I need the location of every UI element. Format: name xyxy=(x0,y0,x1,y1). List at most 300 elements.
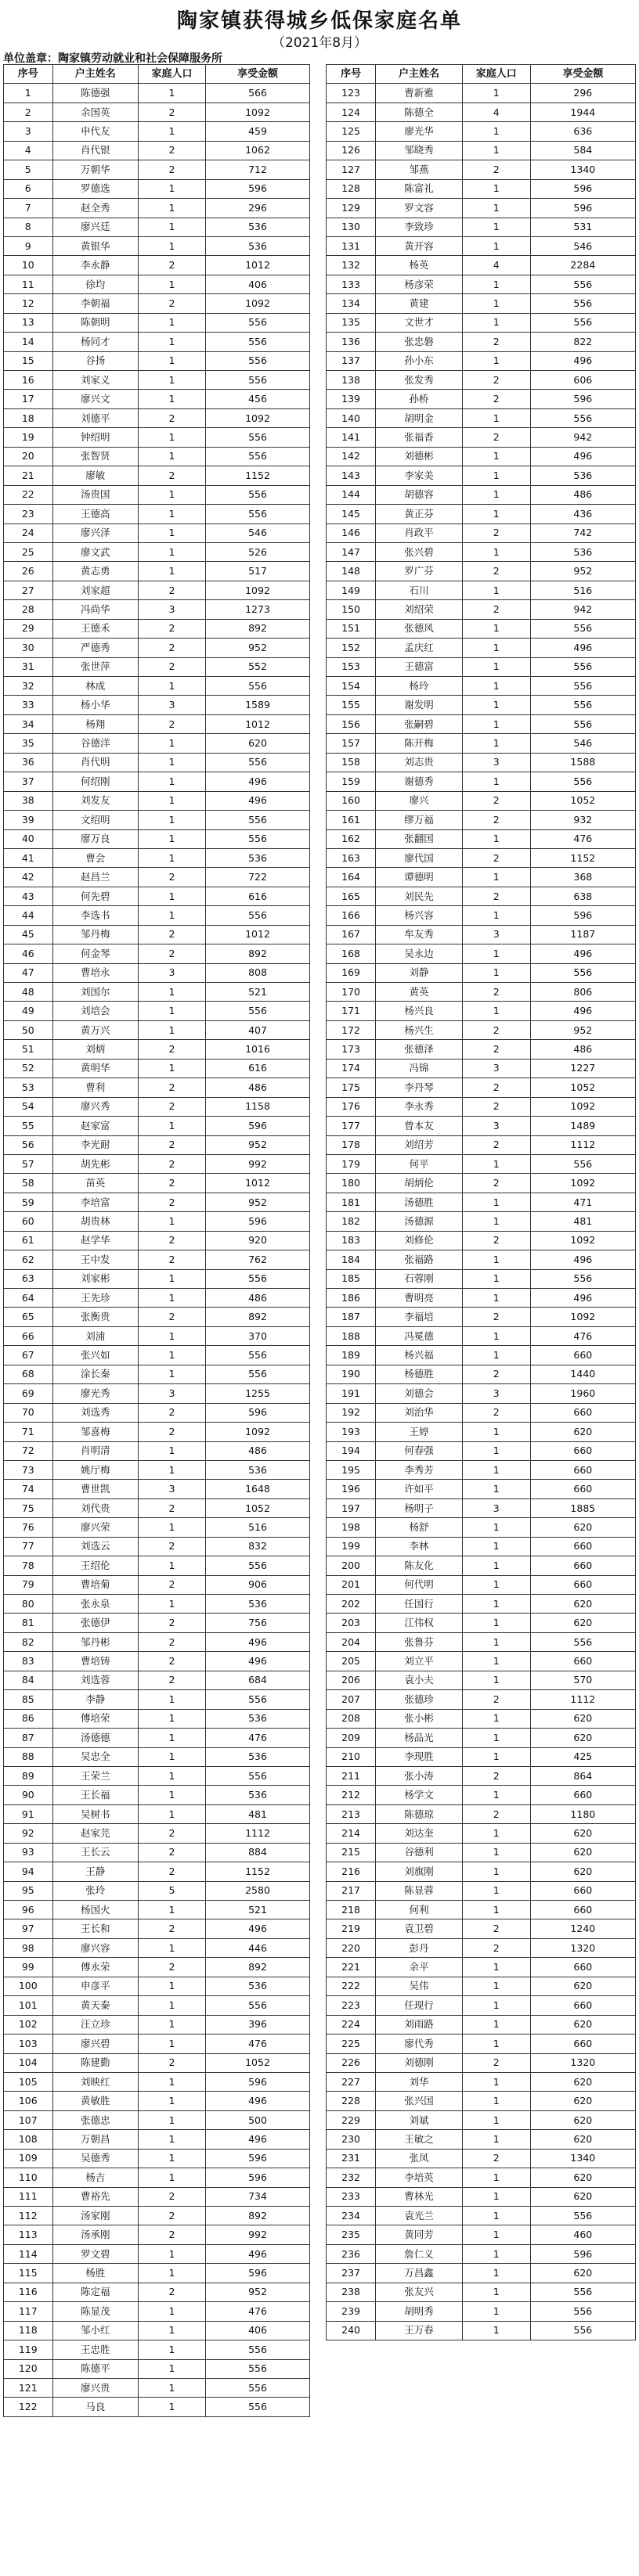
cell-serial: 114 xyxy=(4,2244,53,2263)
cell-family-size: 3 xyxy=(462,1117,530,1135)
cell-amount: 660 xyxy=(530,1901,635,1919)
cell-serial: 182 xyxy=(327,1212,376,1231)
table-row xyxy=(327,963,636,982)
table-row xyxy=(4,696,310,714)
cell-amount: 1016 xyxy=(206,1040,310,1059)
table-row xyxy=(4,351,310,370)
cell-amount: 496 xyxy=(530,1289,635,1308)
cell-family-size: 1 xyxy=(462,2072,530,2091)
table-row xyxy=(327,1231,636,1250)
table-row xyxy=(327,447,636,466)
cell-amount: 2284 xyxy=(530,256,635,275)
cell-serial: 46 xyxy=(4,944,53,963)
table-row xyxy=(327,505,636,523)
table-row xyxy=(327,2015,636,2034)
cell-amount: 1062 xyxy=(206,141,310,160)
cell-householder: 王婷 xyxy=(376,1423,463,1441)
cell-amount: 481 xyxy=(530,1212,635,1231)
cell-householder: 刘雨路 xyxy=(376,2015,463,2034)
cell-family-size: 2 xyxy=(462,1766,530,1785)
cell-householder: 黄天秦 xyxy=(52,1996,138,2015)
cell-householder: 石蓉刚 xyxy=(376,1269,463,1288)
cell-serial: 173 xyxy=(327,1040,376,1059)
cell-serial: 69 xyxy=(4,1384,53,1403)
cell-serial: 62 xyxy=(4,1250,53,1269)
cell-householder: 冯锦 xyxy=(376,1059,463,1078)
cell-amount: 486 xyxy=(206,1441,310,1460)
cell-amount: 1092 xyxy=(206,103,310,121)
cell-amount: 620 xyxy=(530,2264,635,2283)
cell-amount: 620 xyxy=(530,1709,635,1728)
table-row xyxy=(327,1843,636,1862)
cell-serial: 183 xyxy=(327,1231,376,1250)
cell-serial: 156 xyxy=(327,714,376,733)
cell-family-size: 2 xyxy=(139,714,206,733)
table-row xyxy=(327,2207,636,2225)
table-row xyxy=(4,772,310,791)
cell-amount: 808 xyxy=(206,963,310,982)
cell-householder: 邹小红 xyxy=(52,2321,138,2340)
cell-householder: 谷德洋 xyxy=(52,734,138,753)
cell-amount: 620 xyxy=(530,2072,635,2091)
cell-family-size: 1 xyxy=(462,1575,530,1594)
cell-amount: 486 xyxy=(206,1078,310,1097)
cell-amount: 864 xyxy=(530,1766,635,1785)
cell-householder: 张兴碧 xyxy=(376,542,463,561)
cell-householder: 张兴国 xyxy=(376,2092,463,2110)
cell-amount: 556 xyxy=(206,1346,310,1365)
cell-family-size: 2 xyxy=(462,1020,530,1039)
page-title: 陶家镇获得城乡低保家庭名单 xyxy=(176,9,462,33)
cell-family-size: 1 xyxy=(139,848,206,867)
cell-serial: 184 xyxy=(327,1250,376,1269)
cell-amount: 1320 xyxy=(530,2053,635,2072)
cell-serial: 217 xyxy=(327,1881,376,1900)
cell-householder: 廖兴贵 xyxy=(52,2378,138,2397)
table-row xyxy=(4,1824,310,1843)
cell-householder: 廖兴廷 xyxy=(52,218,138,236)
cell-amount: 596 xyxy=(530,199,635,218)
cell-householder: 王静 xyxy=(52,1862,138,1881)
cell-serial: 110 xyxy=(4,2168,53,2187)
cell-amount: 712 xyxy=(206,160,310,179)
cell-amount: 517 xyxy=(206,562,310,581)
cell-serial: 30 xyxy=(4,639,53,657)
header-family-size: 家庭人口 xyxy=(462,65,530,84)
cell-family-size: 1 xyxy=(139,1747,206,1766)
table-row xyxy=(4,103,310,121)
cell-amount: 481 xyxy=(206,1804,310,1823)
cell-family-size: 3 xyxy=(139,1480,206,1498)
cell-serial: 166 xyxy=(327,906,376,925)
cell-householder: 杨吉 xyxy=(52,2168,138,2187)
cell-amount: 1187 xyxy=(530,925,635,944)
cell-serial: 240 xyxy=(327,2321,376,2340)
cell-householder: 曹裕先 xyxy=(52,2187,138,2206)
cell-family-size: 1 xyxy=(139,84,206,103)
cell-serial: 197 xyxy=(327,1498,376,1517)
cell-amount: 620 xyxy=(530,2092,635,2110)
cell-amount: 556 xyxy=(530,294,635,313)
cell-amount: 476 xyxy=(206,1729,310,1747)
cell-serial: 52 xyxy=(4,1059,53,1078)
cell-householder: 李光耐 xyxy=(52,1135,138,1154)
cell-family-size: 1 xyxy=(139,1595,206,1614)
cell-householder: 杨兴容 xyxy=(376,906,463,925)
cell-householder: 刘德会 xyxy=(376,1384,463,1403)
table-row xyxy=(327,351,636,370)
cell-family-size: 2 xyxy=(462,983,530,1002)
table-row xyxy=(4,1384,310,1403)
cell-serial: 170 xyxy=(327,983,376,1002)
cell-amount: 500 xyxy=(206,2110,310,2129)
cell-householder: 陈开梅 xyxy=(376,734,463,753)
cell-family-size: 1 xyxy=(462,542,530,561)
cell-family-size: 1 xyxy=(139,734,206,753)
cell-serial: 93 xyxy=(4,1843,53,1862)
cell-serial: 54 xyxy=(4,1097,53,1116)
cell-family-size: 1 xyxy=(139,218,206,236)
cell-serial: 91 xyxy=(4,1804,53,1823)
cell-amount: 496 xyxy=(530,351,635,370)
cell-amount: 1092 xyxy=(530,1231,635,1250)
table-row xyxy=(4,236,310,255)
cell-family-size: 2 xyxy=(139,2187,206,2206)
table-row xyxy=(4,1154,310,1173)
cell-serial: 89 xyxy=(4,1766,53,1785)
cell-householder: 刘治华 xyxy=(376,1403,463,1422)
cell-householder: 陈建勤 xyxy=(52,2053,138,2072)
cell-amount: 536 xyxy=(206,1747,310,1766)
cell-householder: 黄银华 xyxy=(52,236,138,255)
cell-family-size: 1 xyxy=(139,2378,206,2397)
cell-householder: 余国英 xyxy=(52,103,138,121)
cell-family-size: 2 xyxy=(139,1078,206,1097)
cell-amount: 556 xyxy=(530,657,635,676)
cell-amount: 516 xyxy=(206,1518,310,1537)
cell-family-size: 2 xyxy=(462,1040,530,1059)
cell-amount: 368 xyxy=(530,868,635,887)
table-row xyxy=(4,2302,310,2321)
cell-householder: 邹丹梅 xyxy=(52,925,138,944)
cell-family-size: 2 xyxy=(139,868,206,887)
cell-family-size: 1 xyxy=(139,1059,206,1078)
cell-family-size: 1 xyxy=(462,1518,530,1537)
cell-amount: 1589 xyxy=(206,696,310,714)
cell-family-size: 1 xyxy=(462,1729,530,1747)
table-row xyxy=(4,677,310,696)
table-row xyxy=(4,542,310,561)
table-row xyxy=(327,1384,636,1403)
cell-householder: 王万春 xyxy=(376,2321,463,2340)
cell-amount: 660 xyxy=(530,1958,635,1977)
cell-serial: 171 xyxy=(327,1002,376,1020)
cell-householder: 张福香 xyxy=(376,428,463,447)
cell-amount: 370 xyxy=(206,1326,310,1345)
table-row xyxy=(4,2187,310,2206)
cell-amount: 620 xyxy=(530,1423,635,1441)
table-row xyxy=(4,1614,310,1632)
table-row xyxy=(4,2035,310,2053)
cell-amount: 536 xyxy=(206,218,310,236)
cell-amount: 556 xyxy=(206,753,310,772)
cell-serial: 133 xyxy=(327,275,376,293)
cell-householder: 张智贤 xyxy=(52,447,138,466)
table-row xyxy=(327,1824,636,1843)
cell-family-size: 1 xyxy=(462,141,530,160)
cell-family-size: 1 xyxy=(139,1690,206,1709)
header-serial: 序号 xyxy=(4,65,53,84)
cell-amount: 992 xyxy=(206,2225,310,2244)
cell-amount: 1092 xyxy=(530,1308,635,1326)
table-row xyxy=(4,1709,310,1728)
cell-family-size: 1 xyxy=(139,2072,206,2091)
cell-amount: 526 xyxy=(206,542,310,561)
cell-householder: 张鲁芬 xyxy=(376,1632,463,1651)
cell-amount: 556 xyxy=(206,1269,310,1288)
table-row xyxy=(4,1537,310,1556)
cell-family-size: 2 xyxy=(139,1958,206,1977)
cell-householder: 苗英 xyxy=(52,1174,138,1193)
cell-serial: 15 xyxy=(4,351,53,370)
table-row xyxy=(4,1193,310,1211)
cell-amount: 596 xyxy=(530,390,635,408)
table-row xyxy=(327,1289,636,1308)
cell-amount: 1152 xyxy=(530,848,635,867)
cell-householder: 杨同才 xyxy=(52,333,138,351)
cell-serial: 205 xyxy=(327,1652,376,1671)
cell-amount: 536 xyxy=(530,466,635,485)
cell-householder: 陈德强 xyxy=(52,84,138,103)
cell-amount: 556 xyxy=(206,505,310,523)
cell-householder: 罗德选 xyxy=(52,179,138,198)
left-roster-table xyxy=(3,64,310,2417)
cell-amount: 556 xyxy=(530,2207,635,2225)
cell-family-size: 2 xyxy=(462,1938,530,1957)
cell-amount: 486 xyxy=(530,1040,635,1059)
cell-serial: 188 xyxy=(327,1326,376,1345)
cell-amount: 556 xyxy=(530,772,635,791)
cell-serial: 142 xyxy=(327,447,376,466)
cell-serial: 147 xyxy=(327,542,376,561)
cell-family-size: 1 xyxy=(139,199,206,218)
cell-serial: 99 xyxy=(4,1958,53,1977)
cell-householder: 谷德利 xyxy=(376,1843,463,1862)
cell-family-size: 2 xyxy=(139,1231,206,1250)
cell-family-size: 2 xyxy=(462,1231,530,1250)
cell-householder: 张德珍 xyxy=(376,1690,463,1709)
cell-householder: 黄明华 xyxy=(52,1059,138,1078)
cell-family-size: 2 xyxy=(462,1690,530,1709)
cell-serial: 115 xyxy=(4,2264,53,2283)
cell-householder: 陈显蓉 xyxy=(376,1881,463,1900)
cell-householder: 赵全秀 xyxy=(52,199,138,218)
cell-serial: 10 xyxy=(4,256,53,275)
table-row xyxy=(4,734,310,753)
cell-amount: 952 xyxy=(206,1193,310,1211)
cell-serial: 97 xyxy=(4,1919,53,1938)
cell-amount: 556 xyxy=(206,1996,310,2015)
table-row xyxy=(4,600,310,619)
cell-serial: 109 xyxy=(4,2149,53,2168)
cell-serial: 18 xyxy=(4,408,53,427)
cell-householder: 刘代贵 xyxy=(52,1498,138,1517)
cell-householder: 赵学华 xyxy=(52,1231,138,1250)
table-header-row xyxy=(327,65,636,84)
cell-serial: 200 xyxy=(327,1556,376,1575)
table-row xyxy=(4,1097,310,1116)
cell-amount: 660 xyxy=(530,1786,635,1804)
cell-amount: 556 xyxy=(206,1365,310,1383)
cell-amount: 1092 xyxy=(530,1097,635,1116)
cell-family-size: 1 xyxy=(462,199,530,218)
cell-amount: 1240 xyxy=(530,1919,635,1938)
cell-amount: 556 xyxy=(206,1556,310,1575)
cell-serial: 38 xyxy=(4,791,53,810)
cell-amount: 596 xyxy=(206,179,310,198)
cell-amount: 1885 xyxy=(530,1498,635,1517)
cell-serial: 100 xyxy=(4,1977,53,1995)
cell-family-size: 2 xyxy=(139,657,206,676)
cell-householder: 曹培铸 xyxy=(52,1652,138,1671)
cell-serial: 221 xyxy=(327,1958,376,1977)
cell-family-size: 1 xyxy=(462,1786,530,1804)
cell-family-size: 1 xyxy=(462,868,530,887)
cell-serial: 191 xyxy=(327,1384,376,1403)
cell-amount: 556 xyxy=(206,428,310,447)
table-row xyxy=(327,390,636,408)
cell-amount: 1052 xyxy=(530,791,635,810)
cell-householder: 张德忠 xyxy=(52,2110,138,2129)
table-row xyxy=(327,1996,636,2015)
cell-amount: 536 xyxy=(206,1977,310,1995)
cell-amount: 606 xyxy=(530,371,635,390)
cell-serial: 27 xyxy=(4,581,53,599)
table-row xyxy=(4,1901,310,1919)
cell-householder: 曹林光 xyxy=(376,2187,463,2206)
cell-amount: 546 xyxy=(530,236,635,255)
cell-amount: 620 xyxy=(530,2187,635,2206)
cell-serial: 102 xyxy=(4,2015,53,2034)
cell-amount: 471 xyxy=(530,1193,635,1211)
cell-householder: 李永秀 xyxy=(376,1097,463,1116)
cell-serial: 60 xyxy=(4,1212,53,1231)
table-row xyxy=(4,1690,310,1709)
cell-amount: 620 xyxy=(530,1729,635,1747)
cell-serial: 112 xyxy=(4,2207,53,2225)
cell-amount: 596 xyxy=(206,1212,310,1231)
cell-serial: 66 xyxy=(4,1326,53,1345)
cell-family-size: 1 xyxy=(462,1441,530,1460)
cell-amount: 536 xyxy=(206,1595,310,1614)
cell-householder: 杨兴生 xyxy=(376,1020,463,1039)
table-row xyxy=(327,1747,636,1766)
cell-amount: 556 xyxy=(206,677,310,696)
table-row xyxy=(327,677,636,696)
table-row xyxy=(4,275,310,293)
cell-serial: 44 xyxy=(4,906,53,925)
cell-householder: 罗文碧 xyxy=(52,2244,138,2263)
cell-householder: 孟庆红 xyxy=(376,639,463,657)
cell-householder: 陈富礼 xyxy=(376,179,463,198)
cell-family-size: 1 xyxy=(462,1901,530,1919)
cell-amount: 660 xyxy=(530,1996,635,2015)
header-householder: 户主姓名 xyxy=(376,65,463,84)
cell-serial: 204 xyxy=(327,1632,376,1651)
cell-serial: 193 xyxy=(327,1423,376,1441)
table-row xyxy=(4,1441,310,1460)
table-row xyxy=(327,619,636,638)
table-row xyxy=(327,256,636,275)
table-row xyxy=(4,1881,310,1900)
cell-family-size: 1 xyxy=(462,313,530,332)
cell-serial: 19 xyxy=(4,428,53,447)
cell-amount: 596 xyxy=(206,2264,310,2283)
table-row xyxy=(327,428,636,447)
cell-family-size: 2 xyxy=(139,1671,206,1689)
table-row xyxy=(4,1250,310,1269)
cell-serial: 195 xyxy=(327,1460,376,1479)
cell-householder: 王忠胜 xyxy=(52,2340,138,2359)
cell-householder: 王绍伦 xyxy=(52,1556,138,1575)
cell-family-size: 2 xyxy=(139,1498,206,1517)
cell-family-size: 2 xyxy=(139,1824,206,1843)
cell-amount: 992 xyxy=(206,1154,310,1173)
cell-amount: 536 xyxy=(530,542,635,561)
cell-householder: 何利 xyxy=(376,1901,463,1919)
cell-serial: 130 xyxy=(327,218,376,236)
cell-householder: 张福路 xyxy=(376,1250,463,1269)
cell-serial: 206 xyxy=(327,1671,376,1689)
cell-family-size: 1 xyxy=(462,485,530,504)
table-row xyxy=(4,256,310,275)
cell-family-size: 2 xyxy=(139,1575,206,1594)
table-row xyxy=(4,428,310,447)
table-row xyxy=(327,199,636,218)
cell-family-size: 1 xyxy=(462,714,530,733)
cell-amount: 556 xyxy=(530,2302,635,2321)
table-row xyxy=(4,2398,310,2416)
cell-serial: 71 xyxy=(4,1423,53,1441)
table-row xyxy=(327,160,636,179)
table-row xyxy=(327,1652,636,1671)
cell-householder: 牟友秀 xyxy=(376,925,463,944)
cell-amount: 496 xyxy=(206,791,310,810)
cell-family-size: 2 xyxy=(139,2053,206,2072)
cell-family-size: 1 xyxy=(139,2321,206,2340)
cell-householder: 杨德胜 xyxy=(376,1365,463,1383)
cell-amount: 616 xyxy=(206,887,310,905)
cell-family-size: 2 xyxy=(462,1365,530,1383)
unit-label: 单位盖章：陶家镇劳动就业和社会保障服务所 xyxy=(3,52,222,65)
cell-amount: 620 xyxy=(530,1824,635,1843)
table-row xyxy=(327,2321,636,2340)
table-row xyxy=(4,1575,310,1594)
cell-serial: 220 xyxy=(327,1938,376,1957)
cell-family-size: 2 xyxy=(462,887,530,905)
cell-family-size: 2 xyxy=(462,1174,530,1193)
table-row xyxy=(327,122,636,141)
cell-householder: 谢德秀 xyxy=(376,772,463,791)
table-row xyxy=(4,944,310,963)
table-row xyxy=(327,141,636,160)
cell-householder: 傅培荣 xyxy=(52,1709,138,1728)
cell-family-size: 1 xyxy=(139,772,206,791)
cell-serial: 202 xyxy=(327,1595,376,1614)
cell-householder: 刘修伦 xyxy=(376,1231,463,1250)
cell-serial: 158 xyxy=(327,753,376,772)
cell-amount: 460 xyxy=(530,2225,635,2244)
